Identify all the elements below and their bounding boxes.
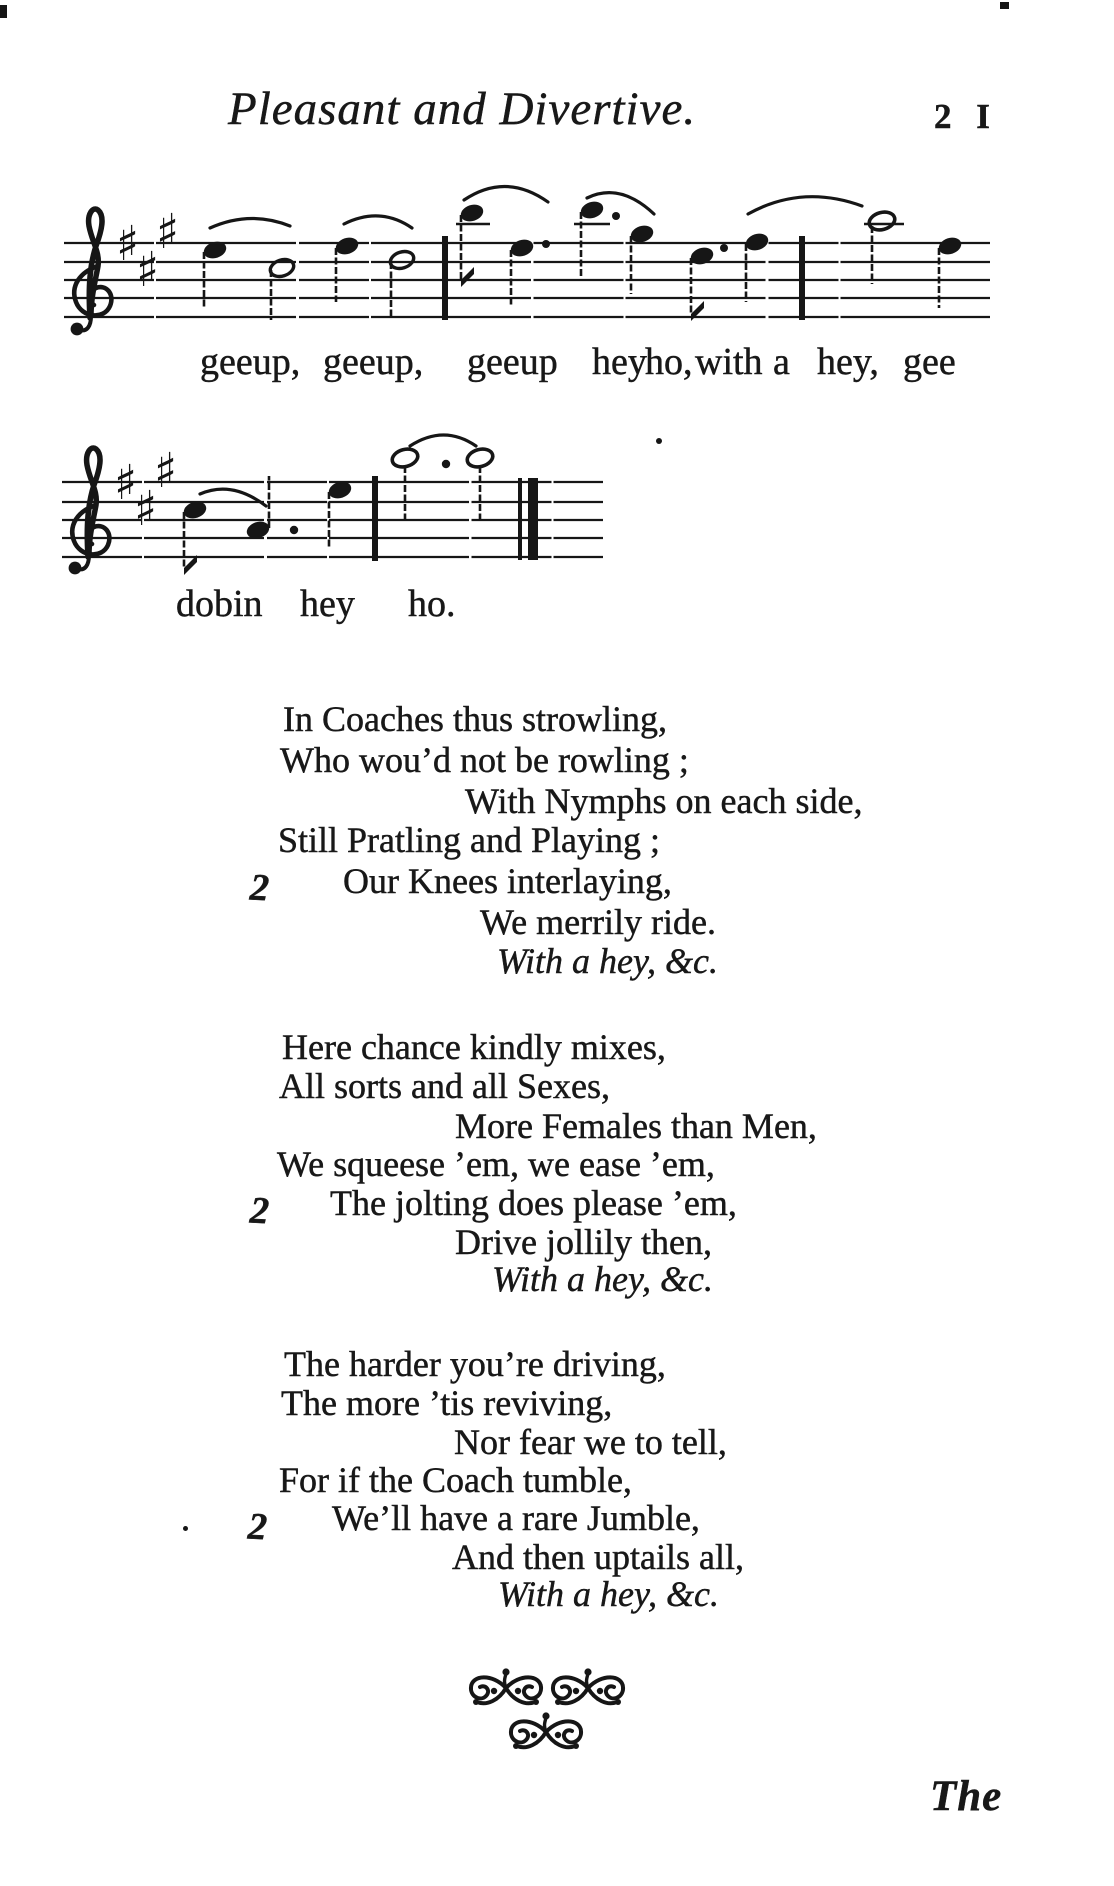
scan-speck [0, 5, 7, 18]
verse-repeat-marker: 2 [248, 1189, 271, 1233]
augmentation-dot [442, 460, 450, 468]
note-head [689, 245, 716, 267]
verse-line: Here chance kindly mixes, [282, 1027, 666, 1067]
note-head [334, 235, 361, 257]
verse-refrain: With a hey, &c. [497, 941, 718, 981]
scan-speck [1000, 2, 1009, 9]
verse-line: Drive jollily then, [455, 1222, 712, 1262]
lyric-word: geeup [467, 341, 558, 383]
lyric-word: hey, [817, 341, 879, 383]
verse-line: For if the Coach tumble, [279, 1460, 632, 1500]
lyric-word: with [695, 341, 763, 383]
slur [748, 197, 862, 214]
verse-line: With Nymphs on each side, [465, 781, 863, 821]
verse-line: All sorts and all Sexes, [279, 1066, 610, 1106]
catchword: The [930, 1773, 1003, 1820]
verse-line: Who wou’d not be rowling ; [280, 740, 689, 780]
lyric-word: gee [903, 341, 956, 383]
augmentation-dot [542, 240, 550, 248]
slurs [210, 186, 862, 228]
key-signature [116, 204, 179, 298]
page-title: Pleasant and Divertive. [228, 83, 697, 135]
augmentation-dot [720, 244, 728, 252]
sharp-icon: ♯ [114, 455, 138, 511]
verse-line: More Females than Men, [455, 1106, 817, 1146]
augmentation-dot [290, 526, 298, 534]
lyric-word: ho. [408, 583, 456, 625]
lyric-word: dobin [176, 583, 263, 625]
verse-refrain: With a hey, &c. [498, 1574, 719, 1614]
slur [464, 186, 548, 202]
lyric-word: geeup, [323, 341, 424, 383]
sharp-icon: ♯ [154, 443, 178, 499]
verse-line: Nor fear we to tell, [454, 1422, 727, 1462]
verse-line: The jolting does please ’em, [330, 1183, 737, 1223]
verse-line: In Coaches thus strowling, [283, 699, 667, 739]
note-head [509, 237, 536, 259]
scan-speck [183, 1526, 188, 1531]
note-head [744, 231, 771, 253]
verse-line: Our Knees interlaying, [343, 861, 672, 901]
lyric-word: hey [300, 583, 355, 625]
verse-line: Still Pratling and Playing ; [278, 820, 661, 860]
sharp-icon: ♯ [134, 481, 158, 537]
slur [210, 218, 290, 228]
slur [344, 216, 412, 228]
augmentation-dot [612, 212, 620, 220]
verse-refrain: With a hey, &c. [492, 1259, 713, 1299]
scan-speck [656, 438, 662, 444]
verse-line: The harder you’re driving, [284, 1344, 666, 1384]
note-head [579, 199, 606, 221]
sharp-icon: ♯ [136, 242, 160, 298]
verse-line: We squeese ’em, we ease ’em, [277, 1144, 715, 1184]
note-head [629, 223, 656, 245]
key-signature [114, 443, 177, 537]
lyric-word: geeup, [200, 341, 301, 383]
verse-line: We’ll have a rare Jumble, [332, 1498, 700, 1538]
notes [202, 199, 964, 321]
lyric-word: a [773, 341, 790, 383]
music-staff-1 [60, 168, 1005, 348]
verse-line: The more ’tis reviving, [281, 1383, 613, 1423]
eighth-flag-icon [461, 267, 474, 287]
treble-clef-icon [69, 448, 110, 574]
lyric-word: ho, [645, 341, 693, 383]
verse-line: And then uptails all, [452, 1537, 744, 1577]
verse-line: We merrily ride. [480, 902, 717, 942]
page-number: 2 I [934, 97, 998, 136]
notes [182, 435, 538, 575]
verse-repeat-marker: 2 [248, 866, 271, 910]
lyric-word: hey [592, 341, 647, 383]
sharp-icon: ♯ [156, 204, 180, 260]
tie [410, 435, 476, 446]
note-head [459, 202, 486, 224]
printer-ornament [462, 1660, 632, 1760]
slur [200, 489, 266, 506]
verse-repeat-marker: 2 [246, 1505, 269, 1549]
sharp-icon: ♯ [116, 216, 140, 272]
double-barline [528, 478, 538, 560]
note-head [937, 235, 964, 257]
